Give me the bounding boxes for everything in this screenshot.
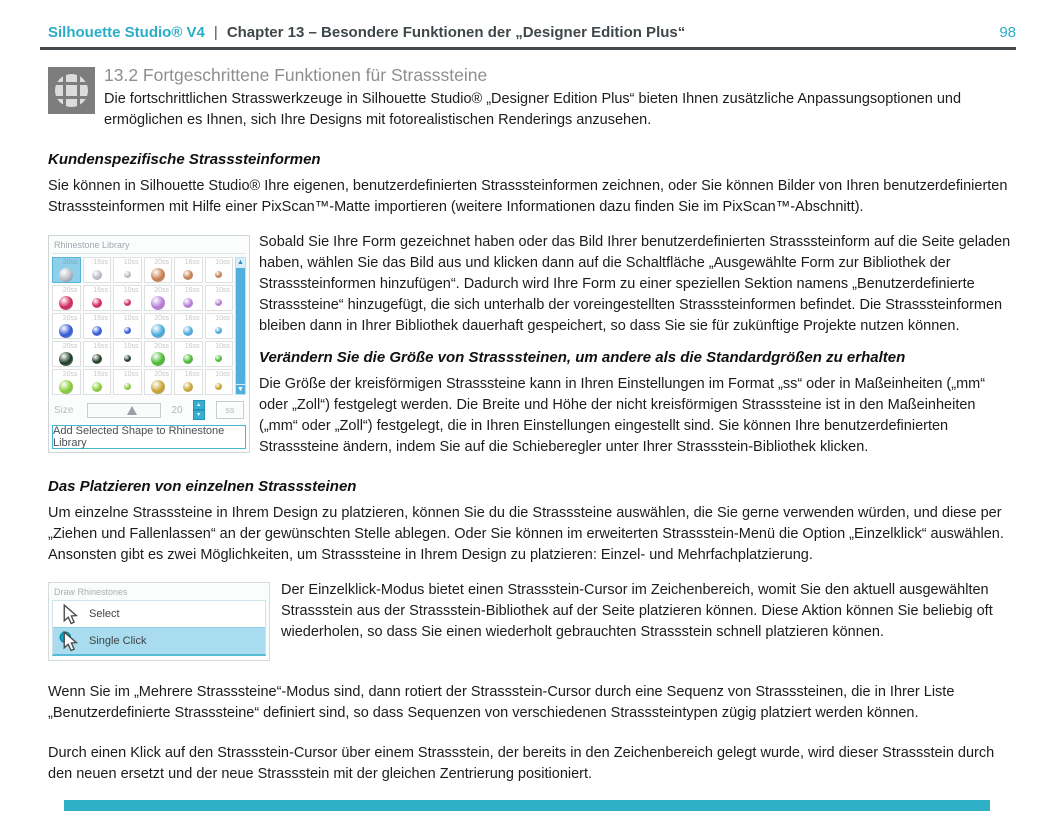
rhinestone-size-label: 16ss [184, 287, 200, 294]
rhinestone-gem [151, 352, 165, 366]
rhinestone-gem [151, 380, 165, 394]
heading-custom-shapes: Kundenspezifische Strasssteinformen [48, 151, 321, 168]
custom-shapes-paragraph: Sie können in Silhouette Studio® Ihre eigenen, benutzerdefinierten Strasssteinformen zeichnen, oder Sie können Bilder von Ihren benutzerdefinierten Strasssteinformen mit Hilfe einer PixScan™-Matte importieren (weitere Informationen dazu finden Sie im PixScan™-Abschnitt). [48, 178, 1008, 215]
size-label: Size [54, 404, 74, 416]
rhinestone-cell [113, 341, 142, 367]
draw-item-single-click [53, 627, 265, 654]
rhinestone-gem [92, 298, 102, 308]
rhinestone-cell [174, 341, 203, 367]
chapter-title: Chapter 13 – Besondere Funktionen der „Designer Edition Plus“ [226, 24, 686, 41]
size-slider-handle [127, 406, 137, 415]
rhinestone-gem [92, 270, 102, 280]
rhinestone-size-label: 10ss [123, 259, 139, 266]
rhinestone-gem [124, 383, 131, 390]
rhinestone-gem [215, 383, 222, 390]
rhinestone-size-label: 20ss [154, 343, 169, 350]
page-number: 98 [999, 24, 1016, 41]
scroll-up-icon: ▲ [237, 259, 244, 266]
rhinestone-size-label: 16ss [184, 259, 200, 266]
rhinestone-cell [52, 369, 81, 395]
rhinestone-gem [215, 327, 222, 334]
rhinestone-gem [59, 324, 73, 338]
section-title: 13.2 Fortgeschrittene Funktionen für Strasssteine [104, 65, 488, 85]
rhinestone-size-label: 16ss [184, 371, 200, 378]
rhinestone-gem [215, 299, 222, 306]
rhinestone-size-label: 10ss [215, 343, 230, 350]
rhinestone-gem [124, 271, 131, 278]
rhinestone-cell [52, 313, 81, 339]
rhinestone-gem [59, 296, 73, 310]
rhinestone-cell [144, 285, 173, 311]
rhinestone-cell [174, 369, 203, 395]
rhinestone-gem [183, 270, 193, 280]
rhinestone-gem [151, 268, 165, 282]
single-click-section [48, 580, 1016, 663]
rhinestone-size-label: 16ss [93, 343, 108, 350]
rhinestone-cell [113, 313, 142, 339]
size-slider [87, 403, 161, 418]
section-intro-text [104, 65, 1016, 131]
size-controls [52, 400, 246, 420]
rhinestone-gem [59, 268, 73, 282]
footer-bar [64, 800, 990, 811]
rhinestone-size-label: 10ss [123, 371, 139, 378]
rhinestone-cell [205, 341, 234, 367]
rhinestone-cell [52, 285, 81, 311]
rhinestone-size-label: 16ss [184, 343, 200, 350]
rhinestone-cell [113, 285, 142, 311]
rhinestone-gem [92, 354, 102, 364]
rhinestone-size-label: 16ss [93, 371, 108, 378]
page-header [0, 0, 1056, 41]
rhinestone-gem [183, 382, 193, 392]
placing-paragraph: Um einzelne Strasssteine in Ihrem Design zu platzieren, können Sie du die Strasssteine auswählen, die Sie gerne verwenden würden, und diese per „Ziehen und Fallenlassen“ an der gewünschten Stelle ablegen. Oder Sie können im erweiterten Strassstein-Menü die Option „Einzelklick“ auswählen. Ansonsten gibt es zwei Möglichkeiten, um Strasssteine in Ihrem Design zu platzieren: Einzel- und Mehrfachplatzierung. [48, 505, 1004, 563]
rhinestone-size-label: 20ss [62, 343, 78, 350]
section-intro-row [48, 65, 1016, 131]
rhinestone-gem [183, 326, 193, 336]
rhinestone-cell [144, 341, 173, 367]
rhinestone-gem [124, 299, 131, 306]
brand-title: Silhouette Studio® V4 [48, 24, 205, 41]
single-click-paragraph: Der Einzelklick-Modus bietet einen Strassstein-Cursor im Zeichenbereich, womit Sie den aktuell ausgewählten Strassstein aus der Strassstein-Bibliothek auf der Seite platzieren können. Diese Aktion können Sie beliebig oft wiederholen, so dass Sie einen wiederholt gebrauchten Strassstein schnell platzieren können. [281, 582, 993, 640]
rhinestone-gem [92, 326, 102, 336]
rhinestone-size-label: 16ss [93, 287, 108, 294]
rhinestone-size-label: 16ss [93, 315, 108, 322]
rhinestone-library-body [52, 257, 246, 395]
heading-resize: Verändern Sie die Größe von Strasssteinen, um andere als die Standardgrößen zu erhalten [259, 349, 906, 366]
single-click-cursor-icon [59, 631, 80, 652]
rhinestone-cell [144, 313, 173, 339]
size-unit-box: ss [216, 401, 244, 419]
rhinestone-size-label: 20ss [154, 287, 169, 294]
page-content [0, 151, 1056, 785]
draw-item-label: Single Click [89, 635, 147, 647]
size-value: 20 [171, 404, 183, 416]
rhinestone-size-label: 10ss [215, 259, 230, 266]
rhinestone-size-label: 20ss [62, 371, 78, 378]
size-stepper: ▴ ▾ [193, 400, 205, 420]
select-cursor-icon [59, 604, 80, 625]
rhinestone-grid-scrollbar [235, 257, 246, 395]
section-intro-paragraph: Die fortschrittlichen Strasswerkzeuge in Silhouette Studio® „Designer Edition Plus“ bieten Ihnen zusätzliche Anpassungsoptionen und ermöglichen es Ihnen, sich Ihre Designs mit fotorealistischen Renderings anzusehen. [104, 91, 962, 128]
scroll-down-icon: ▼ [237, 386, 244, 393]
rhinestone-cell [83, 257, 112, 283]
rhinestone-gem [124, 355, 131, 362]
rhinestone-cell [52, 257, 81, 283]
rhinestone-cell [83, 313, 112, 339]
rhinestone-size-label: 10ss [123, 287, 139, 294]
rhinestone-gem [151, 296, 165, 310]
rhinestone-library-title: Rhinestone Library [52, 239, 246, 254]
rhinestone-cell [113, 257, 142, 283]
draw-item-label: Select [89, 608, 120, 620]
rhinestone-cell [174, 257, 203, 283]
rhinestone-cell [205, 313, 234, 339]
rhinestone-size-label: 16ss [93, 259, 108, 266]
rhinestone-cell [205, 369, 234, 395]
library-section [48, 232, 1016, 458]
add-shape-button: Add Selected Shape to Rhinestone Library [52, 425, 246, 449]
rhinestone-size-label: 20ss [62, 315, 78, 322]
rhinestone-gem [59, 352, 73, 366]
rhinestone-size-label: 10ss [123, 315, 139, 322]
scrollbar-thumb [236, 268, 245, 384]
rhinestone-cell [174, 313, 203, 339]
rhinestone-size-label: 10ss [215, 371, 230, 378]
rhinestone-cell [83, 285, 112, 311]
rhinestone-gem [183, 354, 193, 364]
draw-item-select [53, 601, 265, 627]
rhinestone-size-label: 10ss [123, 343, 139, 350]
rhinestone-cell [205, 257, 234, 283]
rhinestone-cell [83, 369, 112, 395]
rhinestone-cell [144, 369, 173, 395]
rhinestone-icon [48, 67, 95, 114]
library-paragraph: Sobald Sie Ihre Form gezeichnet haben oder das Bild Ihrer benutzerdefinierten Strasssteinform auf die Seite geladen haben, wählen Sie das Bild aus und klicken dann auf die Schaltfläche „Ausgewählte Form zur Bibliothek der Strasssteinformen hinzufügen“. Dadurch wird Ihre Form zu einer speziellen Sektion namens „Benutzerdefinierte Strasssteine“ hinzugefügt, die sich unterhalb der voreingestellten Strasssteinformen befindet. Die Strasssteinformen bleiben dann in Ihrer Bibliothek dauerhaft gespeichert, so dass Sie sie für zukünftige Projekte nutzen können. [259, 234, 1011, 334]
rhinestone-gem [124, 327, 131, 334]
draw-rhinestones-panel [48, 582, 270, 661]
rhinestone-gem [151, 324, 165, 338]
rhinestone-size-label: 20ss [154, 315, 169, 322]
multi-mode-paragraph: Wenn Sie im „Mehrere Strasssteine“-Modus sind, dann rotiert der Strassstein-Cursor durch eine Sequenz von Strasssteinen, die in Ihrer Liste „Benutzerdefinierte Strasssteine“ definiert sind, so dass Sequenzen von verschiedenen Strasssteintypen zügig platziert werden können. [48, 684, 955, 721]
header-separator: | [213, 24, 218, 41]
heading-placing: Das Platzieren von einzelnen Strasssteinen [48, 478, 357, 495]
rhinestone-gem [92, 382, 102, 392]
rhinestone-cell [144, 257, 173, 283]
draw-rhinestones-title: Draw Rhinestones [54, 587, 128, 597]
draw-rhinestones-list [52, 600, 266, 656]
rhinestone-cell [83, 341, 112, 367]
rhinestone-cell [205, 285, 234, 311]
rhinestone-cell [174, 285, 203, 311]
rhinestone-size-label: 20ss [62, 259, 78, 266]
rhinestone-grid [52, 257, 233, 395]
header-rule [40, 47, 1016, 50]
rhinestone-size-label: 10ss [215, 315, 230, 322]
rhinestone-cell [52, 341, 81, 367]
rhinestone-size-label: 20ss [154, 259, 169, 266]
rhinestone-gem [215, 271, 222, 278]
rhinestone-gem [59, 380, 73, 394]
resize-paragraph: Die Größe der kreisförmigen Strasssteine kann in Ihren Einstellungen im Format „ss“ oder in Maßeinheiten („mm“ oder „Zoll“) festgelegt werden. Die Breite und Höhe der nicht kreisförmigen Strasssteine ist in den Maßeinheiten („mm“ oder „Zoll“) festgelegt, die in Ihren Einstellungen eingestellt sind. Sie können Ihre benutzerdefinierten Strasssteine ändern, indem Sie auf die Schieberegler unter Ihrer Strassstein-Bibliothek klicken. [259, 376, 986, 455]
rhinestone-size-label: 20ss [62, 287, 78, 294]
replace-paragraph: Durch einen Klick auf den Strassstein-Cursor über einem Strassstein, der bereits in den Zeichenbereich gelegt wurde, wird dieser Strassstein durch den neuen ersetzt und der neue Strassstein mit der gleichen Zentrierung positioniert. [48, 745, 995, 782]
rhinestone-size-label: 16ss [184, 315, 200, 322]
rhinestone-cell [113, 369, 142, 395]
rhinestone-library-panel [48, 235, 250, 453]
rhinestone-size-label: 20ss [154, 371, 169, 378]
rhinestone-gem [183, 298, 193, 308]
rhinestone-gem [215, 355, 222, 362]
rhinestone-size-label: 10ss [215, 287, 230, 294]
